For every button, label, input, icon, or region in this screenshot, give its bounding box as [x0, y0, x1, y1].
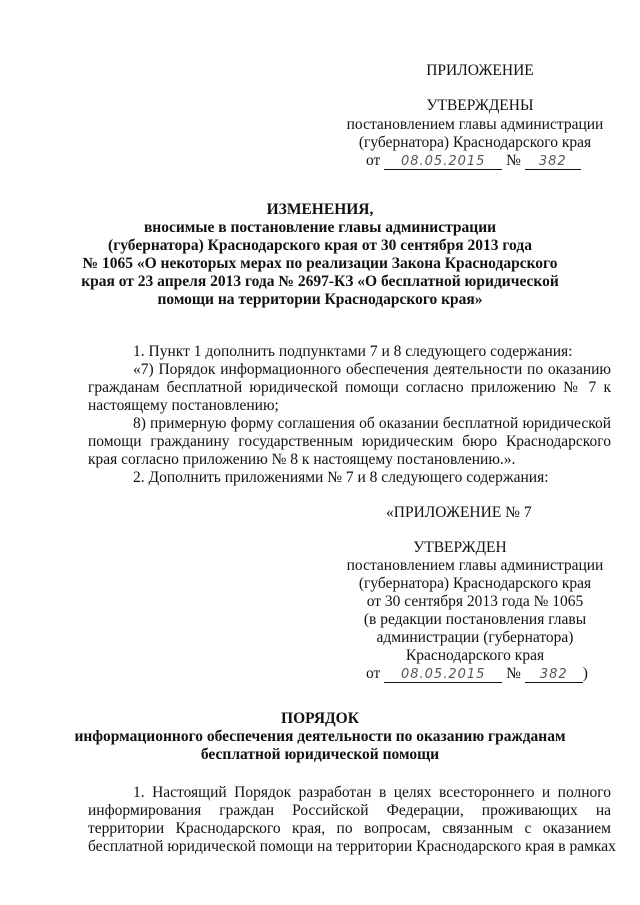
body2-line-2: информирования граждан Российской Федерации, проживающих на: [88, 802, 611, 819]
inner-number: 382: [525, 667, 583, 683]
order-title: ПОРЯДОК: [281, 710, 359, 727]
inner-line-6: Краснодарского края: [405, 647, 545, 664]
changes-line-1: вносимые в постановление главы администрации: [143, 219, 497, 236]
approval-date-line: [366, 152, 581, 170]
body1-line-4: настоящему постановлению;: [88, 397, 279, 414]
changes-line-3: № 1065 «О некоторых мерах по реализации Закона Краснодарского: [82, 255, 558, 272]
approved-label: УТВЕРЖДЕНЫ: [426, 97, 534, 114]
approval-date: 08.05.2015: [384, 154, 502, 170]
inner-date: 08.05.2015: [384, 667, 502, 683]
body1-line-7: края согласно приложению № 8 к настоящему постановлению.».: [88, 451, 516, 468]
order-line-2: бесплатной юридической помощи: [200, 746, 440, 763]
inner-line-4: (в редакции постановления главы: [363, 611, 587, 628]
body1-line-5: 8) примерную форму соглашения об оказании бесплатной юридической: [133, 415, 611, 432]
inner-line-1: постановлением главы администрации: [346, 557, 604, 574]
inner-date-line: [366, 665, 588, 683]
appendix-label: ПРИЛОЖЕНИЕ: [426, 62, 534, 79]
body1-line-6: помощи гражданину государственным юридическим бюро Краснодарского: [88, 433, 611, 450]
order-line-1: информационного обеспечения деятельности по оказанию гражданам: [74, 728, 566, 745]
changes-line-2: (губернатора) Краснодарского края от 30 сентября 2013 года: [108, 237, 532, 254]
body1-line-8: 2. Дополнить приложениями № 7 и 8 следующего содержания:: [133, 469, 549, 486]
body1-line-3: гражданам бесплатной юридической помощи согласно приложению № 7 к: [88, 379, 611, 396]
inner-line-3: от 30 сентября 2013 года № 1065: [366, 593, 584, 610]
body1-line-2: «7) Порядок информационного обеспечения деятельности по оказанию: [133, 361, 611, 378]
number-label: №: [506, 152, 521, 169]
from-label: от: [366, 152, 381, 169]
changes-line-4: края от 23 апреля 2013 года № 2697-КЗ «О бесплатной юридической: [81, 273, 559, 290]
inner-number-label: №: [506, 665, 521, 682]
approval-number: 382: [525, 154, 581, 170]
body2-line-4: бесплатной юридической помощи на территории Краснодарского края в рамках: [88, 838, 616, 855]
changes-line-5: помощи на территории Краснодарского края»: [157, 291, 483, 308]
body2-line-1: 1. Настоящий Порядок разработан в целях всестороннего и полного: [133, 784, 611, 801]
inner-line-5: администрации (губернатора): [376, 629, 574, 646]
inner-approved-label: УТВЕРЖДЕН: [413, 539, 507, 556]
changes-title: ИЗМЕНЕНИЯ,: [266, 201, 374, 218]
body2-line-3: территории Краснодарского края, по вопросам, связанным с оказанием: [88, 820, 611, 837]
inner-from-label: от: [366, 665, 381, 682]
inner-line-2: (губернатора) Краснодарского края: [358, 575, 592, 592]
body1-line-1: 1. Пункт 1 дополнить подпунктами 7 и 8 следующего содержания:: [133, 343, 573, 360]
inner-appendix-label: «ПРИЛОЖЕНИЕ № 7: [386, 504, 532, 521]
approval-line-2: (губернатора) Краснодарского края: [358, 134, 592, 151]
inner-close-paren: ): [582, 665, 588, 682]
approval-line-1: постановлением главы администрации: [346, 116, 604, 133]
